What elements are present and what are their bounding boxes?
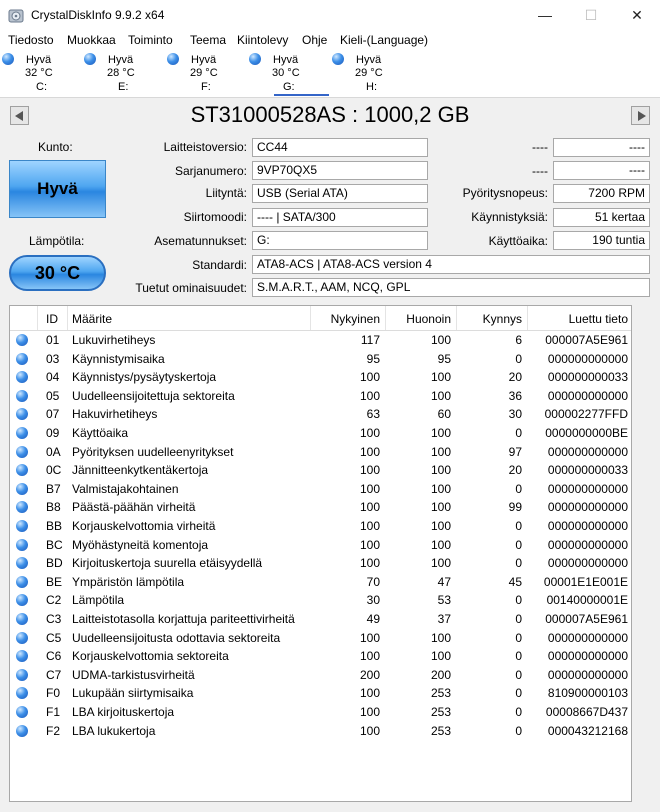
table-row[interactable]: [10, 498, 631, 516]
raw-value: 000000000033: [547, 370, 628, 385]
extra-label-2: ----: [532, 164, 548, 178]
menu-teema[interactable]: Teema: [190, 33, 227, 47]
attribute-id: 01: [46, 333, 60, 347]
table-row[interactable]: [10, 480, 631, 498]
table-row[interactable]: [10, 610, 631, 628]
table-row[interactable]: [10, 405, 631, 423]
status-good-icon: [16, 353, 28, 365]
status-good-icon: [16, 594, 28, 606]
status-good-icon: [16, 520, 28, 532]
column-header-threshold[interactable]: Kynnys: [482, 312, 522, 326]
threshold-value: 0: [515, 723, 522, 738]
raw-value: 000002277FFD: [544, 407, 628, 422]
attribute-name: Hakuvirhetiheys: [72, 407, 158, 422]
raw-value: 000000000000: [547, 444, 628, 459]
attribute-name: Kirjoituskertoja suurella etäisyydellä: [72, 556, 263, 571]
raw-value: 00140000001E: [546, 593, 628, 608]
attribute-id: 04: [46, 370, 60, 385]
table-row[interactable]: [10, 703, 631, 721]
minimize-button[interactable]: —: [538, 7, 552, 23]
threshold-value: 20: [508, 463, 522, 478]
drive-tab-e[interactable]: [82, 51, 162, 97]
drive-status: Hyvä: [108, 54, 134, 66]
worst-value: 53: [437, 593, 451, 608]
drive-bar: [0, 51, 660, 98]
title-bar: [0, 0, 660, 31]
table-row[interactable]: [10, 443, 631, 461]
menu-language[interactable]: Kieli-(Language): [340, 33, 429, 47]
drive-temp: 30 °C: [272, 67, 300, 79]
temperature-label: Lämpötila:: [29, 234, 85, 248]
column-header-attribute[interactable]: Määrite: [72, 312, 113, 326]
status-good-icon: [16, 632, 28, 644]
attribute-id: F2: [46, 723, 61, 738]
current-value: 100: [359, 630, 380, 645]
raw-value: 000000000000: [547, 667, 628, 682]
column-header-current[interactable]: Nykyinen: [330, 312, 380, 326]
status-good-icon: [16, 446, 28, 458]
menu-muokkaa[interactable]: Muokkaa: [67, 33, 116, 47]
status-good-icon: [2, 53, 14, 65]
worst-value: 100: [430, 556, 451, 571]
worst-value: 37: [437, 612, 451, 626]
current-value: 100: [359, 500, 380, 515]
table-row[interactable]: [10, 461, 631, 479]
attribute-id: 05: [46, 388, 60, 403]
drive-temp: 32 °C: [25, 67, 53, 79]
attribute-id: C6: [46, 649, 62, 664]
attribute-name: Käynnistymisaika: [72, 351, 165, 366]
attribute-id: B7: [46, 481, 61, 496]
status-good-icon: [16, 483, 28, 495]
attribute-name: LBA lukukertoja: [72, 723, 156, 738]
current-value: 100: [359, 537, 380, 552]
raw-value: 000000000000: [547, 481, 628, 496]
worst-value: 200: [430, 667, 451, 682]
threshold-value: 0: [515, 612, 522, 626]
table-row[interactable]: [10, 684, 631, 702]
attribute-id: 03: [46, 351, 60, 366]
column-header-id[interactable]: ID: [46, 312, 58, 326]
features-label: Tuetut ominaisuudet:: [135, 281, 247, 295]
menu-tiedosto[interactable]: Tiedosto: [8, 33, 54, 47]
attribute-name: Valmistajakohtainen: [72, 481, 179, 496]
transfer-mode-field: ---- | SATA/300: [252, 208, 428, 227]
standard-field: ATA8-ACS | ATA8-ACS version 4: [252, 255, 650, 274]
current-value: 95: [366, 351, 380, 366]
threshold-value: 0: [515, 649, 522, 664]
threshold-value: 0: [515, 630, 522, 645]
attribute-id: 0C: [46, 463, 62, 478]
attribute-name: UDMA-tarkistusvirheitä: [72, 667, 195, 682]
worst-value: 100: [430, 519, 451, 533]
app-icon: [8, 8, 24, 24]
threshold-value: 0: [515, 593, 522, 608]
column-header-worst[interactable]: Huonoin: [406, 312, 451, 326]
attribute-name: Käynnistys/pysäytyskertoja: [72, 370, 217, 385]
threshold-value: 0: [515, 686, 522, 701]
firmware-field: CC44: [252, 138, 428, 157]
attribute-name: Myöhästyneitä komentoja: [72, 537, 209, 552]
status-good-icon: [167, 53, 179, 65]
raw-value: 000000000033: [547, 463, 628, 478]
table-row[interactable]: [10, 647, 631, 665]
selected-tab-indicator: [274, 94, 329, 96]
raw-value: 000000000000: [547, 351, 628, 366]
threshold-value: 0: [515, 667, 522, 682]
current-value: 63: [366, 407, 380, 422]
status-good-icon: [16, 576, 28, 588]
drive-letter-label: Asematunnukset:: [154, 234, 247, 248]
attribute-name: Laitteistotasolla korjattuja pariteettivirheitä: [72, 612, 295, 626]
current-value: 100: [359, 519, 380, 533]
worst-value: 253: [430, 686, 451, 701]
threshold-value: 36: [508, 388, 522, 403]
worst-value: 100: [430, 649, 451, 664]
worst-value: 100: [430, 630, 451, 645]
power-on-hours-label: Käyttöaika:: [488, 234, 548, 248]
raw-value: 810900000103: [547, 686, 628, 701]
worst-value: 60: [437, 407, 451, 422]
rotation-rate-label: Pyöritysnopeus:: [462, 186, 548, 200]
menu-bar: [0, 31, 660, 51]
raw-value: 000007A5E961: [545, 612, 628, 626]
status-good-icon: [16, 371, 28, 383]
worst-value: 100: [430, 537, 451, 552]
smart-attributes-table[interactable]: [9, 305, 632, 802]
worst-value: 253: [430, 723, 451, 738]
drive-tab-h[interactable]: [330, 51, 410, 97]
table-row[interactable]: [10, 591, 631, 609]
worst-value: 100: [430, 426, 451, 440]
menu-toiminto[interactable]: Toiminto: [128, 33, 173, 47]
attribute-name: Lämpötila: [72, 593, 125, 608]
raw-value: 0000000000BE: [545, 426, 628, 440]
health-label: Kunto:: [38, 140, 73, 154]
attribute-id: BE: [46, 574, 63, 589]
drive-letter: F:: [201, 81, 211, 93]
standard-label: Standardi:: [192, 258, 247, 272]
attribute-id: F0: [46, 686, 61, 701]
attribute-id: BB: [46, 519, 63, 533]
worst-value: 95: [437, 351, 451, 366]
drive-model-title: ST31000528AS : 1000,2 GB: [190, 102, 470, 127]
table-row[interactable]: [10, 517, 631, 535]
next-drive-button[interactable]: [631, 106, 650, 125]
attribute-name: Lukuvirhetiheys: [72, 333, 156, 347]
worst-value: 100: [430, 333, 451, 347]
worst-value: 100: [430, 370, 451, 385]
threshold-value: 0: [515, 705, 522, 719]
status-good-icon: [16, 650, 28, 662]
current-value: 49: [366, 612, 380, 626]
status-good-icon: [16, 539, 28, 551]
column-header-raw[interactable]: Luettu tieto: [568, 312, 628, 326]
menu-ohje[interactable]: Ohje: [302, 33, 328, 47]
raw-value: 000043212168: [547, 723, 628, 738]
menu-kiintolevy[interactable]: Kiintolevy: [237, 33, 289, 47]
extra-field-1: ----: [553, 138, 650, 157]
attribute-name: Jännitteenkytkentäkertoja: [72, 463, 209, 478]
status-good-icon: [84, 53, 96, 65]
column-separator: [37, 306, 38, 330]
attribute-id: C7: [46, 667, 62, 682]
attribute-id: C5: [46, 630, 62, 645]
status-good-icon: [249, 53, 261, 65]
threshold-value: 45: [508, 574, 522, 589]
drive-letter: H:: [366, 81, 377, 93]
current-value: 100: [359, 481, 380, 496]
status-good-icon: [16, 706, 28, 718]
worst-value: 100: [430, 463, 451, 478]
raw-value: 00008667D437: [545, 705, 628, 719]
raw-value: 000000000000: [547, 388, 628, 403]
close-button[interactable]: ✕: [631, 7, 643, 23]
attribute-name: LBA kirjoituskertoja: [72, 705, 175, 719]
attribute-name: Päästä-päähän virheitä: [72, 500, 196, 515]
status-good-icon: [16, 464, 28, 476]
raw-value: 000000000000: [547, 630, 628, 645]
attribute-id: C3: [46, 612, 62, 626]
attribute-name: Käyttöaika: [72, 426, 129, 440]
current-value: 100: [359, 649, 380, 664]
interface-label: Liityntä:: [205, 186, 247, 200]
threshold-value: 99: [508, 500, 522, 515]
threshold-value: 30: [508, 407, 522, 422]
drive-letter-field: G:: [252, 231, 428, 250]
attribute-id: C2: [46, 593, 62, 608]
attribute-id: BD: [46, 556, 63, 571]
current-value: 100: [359, 463, 380, 478]
attribute-name: Lukupään siirtymisaika: [72, 686, 194, 701]
table-row[interactable]: [10, 368, 631, 386]
worst-value: 100: [430, 388, 451, 403]
status-good-icon: [332, 53, 344, 65]
threshold-value: 0: [515, 537, 522, 552]
drive-temp: 29 °C: [355, 67, 383, 79]
current-value: 100: [359, 370, 380, 385]
worst-value: 100: [430, 481, 451, 496]
threshold-value: 6: [515, 333, 522, 347]
drive-status: Hyvä: [191, 54, 217, 66]
interface-field: USB (Serial ATA): [252, 184, 428, 203]
threshold-value: 0: [515, 426, 522, 440]
status-good-icon: [16, 501, 28, 513]
table-row[interactable]: [10, 387, 631, 405]
raw-value: 000007A5E961: [545, 333, 628, 347]
current-value: 30: [366, 593, 380, 608]
attribute-id: 09: [46, 426, 60, 440]
drive-status: Hyvä: [356, 54, 382, 66]
maximize-button[interactable]: ☐: [584, 7, 598, 23]
status-good-icon: [16, 613, 28, 625]
table-row[interactable]: [10, 536, 631, 554]
table-row[interactable]: [10, 554, 631, 572]
raw-value: 000000000000: [547, 649, 628, 664]
attribute-name: Ympäristön lämpötila: [72, 574, 185, 589]
current-value: 70: [366, 574, 380, 589]
raw-value: 000000000000: [547, 556, 628, 571]
extra-label-1: ----: [532, 140, 548, 154]
current-value: 100: [359, 686, 380, 701]
table-row[interactable]: [10, 331, 631, 349]
worst-value: 47: [437, 574, 451, 589]
attribute-name: Uudelleensijoitusta odottavia sektoreita: [72, 630, 281, 645]
current-value: 100: [359, 705, 380, 719]
table-row[interactable]: [10, 722, 631, 740]
status-good-icon: [16, 427, 28, 439]
extra-field-2: ----: [553, 161, 650, 180]
attribute-id: B8: [46, 500, 61, 515]
raw-value: 000000000000: [547, 519, 628, 533]
drive-letter: E:: [118, 81, 129, 93]
current-value: 117: [360, 333, 380, 347]
drive-tab-c[interactable]: [0, 51, 80, 97]
drive-tab-g[interactable]: [247, 51, 327, 97]
threshold-value: 0: [515, 556, 522, 571]
status-good-icon: [16, 390, 28, 402]
rotation-rate-field: 7200 RPM: [553, 184, 650, 203]
transfer-mode-label: Siirtomoodi:: [183, 210, 247, 224]
window-title: CrystalDiskInfo 9.9.2 x64: [31, 8, 165, 22]
current-value: 100: [359, 444, 380, 459]
threshold-value: 0: [515, 351, 522, 366]
power-on-hours-field: 190 tuntia: [553, 231, 650, 250]
drive-letter: G:: [283, 81, 295, 93]
current-value: 200: [359, 667, 380, 682]
raw-value: 000000000000: [547, 500, 628, 515]
drive-temp: 29 °C: [190, 67, 218, 79]
worst-value: 100: [430, 444, 451, 459]
table-row[interactable]: [10, 573, 631, 591]
raw-value: 000000000000: [547, 537, 628, 552]
table-row[interactable]: [10, 424, 631, 442]
table-row[interactable]: [10, 629, 631, 647]
drive-status: Hyvä: [26, 54, 52, 66]
raw-value: 00001E1E001E: [543, 574, 628, 589]
drive-temp: 28 °C: [107, 67, 135, 79]
firmware-label: Laitteistoversio:: [163, 140, 247, 154]
threshold-value: 0: [515, 481, 522, 496]
status-good-icon: [16, 725, 28, 737]
status-good-icon: [16, 334, 28, 346]
status-good-icon: [16, 687, 28, 699]
attribute-name: Uudelleensijoitettuja sektoreita: [72, 388, 235, 403]
power-on-count-field: 51 kertaa: [553, 208, 650, 227]
worst-value: 253: [430, 705, 451, 719]
status-good-icon: [16, 669, 28, 681]
temperature-display: 30 °C: [9, 255, 106, 291]
current-value: 100: [359, 426, 380, 440]
health-status-button[interactable]: Hyvä: [9, 160, 106, 218]
status-good-icon: [16, 408, 28, 420]
serial-label: Sarjanumero:: [174, 164, 247, 178]
threshold-value: 20: [508, 370, 522, 385]
attribute-name: Pyörityksen uudelleenyritykset: [72, 444, 234, 459]
column-separator: [67, 306, 68, 330]
attribute-name: Korjauskelvottomia sektoreita: [72, 649, 229, 664]
current-value: 100: [359, 556, 380, 571]
features-field: S.M.A.R.T., AAM, NCQ, GPL: [252, 278, 650, 297]
attribute-id: BC: [46, 537, 63, 552]
attribute-id: 07: [46, 407, 60, 422]
current-value: 100: [359, 388, 380, 403]
attribute-name: Korjauskelvottomia virheitä: [72, 519, 216, 533]
threshold-value: 97: [508, 444, 522, 459]
power-on-count-label: Käynnistyksiä:: [471, 210, 548, 224]
table-row[interactable]: [10, 666, 631, 684]
drive-tab-f[interactable]: [165, 51, 245, 97]
current-value: 100: [359, 723, 380, 738]
drive-letter: C:: [36, 81, 47, 93]
attribute-id: F1: [46, 705, 61, 719]
attribute-id: 0A: [46, 444, 61, 459]
status-good-icon: [16, 557, 28, 569]
serial-field: 9VP70QX5: [252, 161, 428, 180]
threshold-value: 0: [515, 519, 522, 533]
drive-status: Hyvä: [273, 54, 299, 66]
table-header: [10, 306, 631, 331]
worst-value: 100: [430, 500, 451, 515]
table-row[interactable]: [10, 350, 631, 368]
